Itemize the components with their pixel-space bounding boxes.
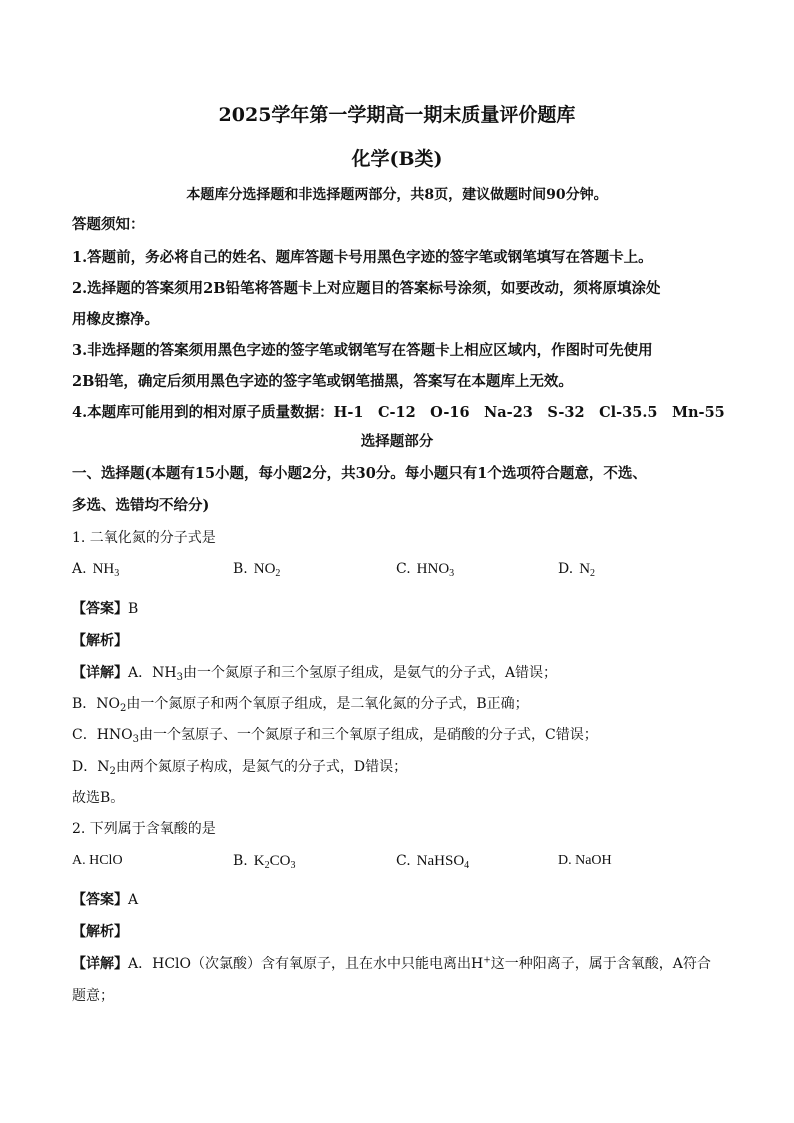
q2-stem: 2. 下列属于含氧酸的是 [72,821,216,837]
section-heading-a: 一、选择题(本题有15小题，每小题2分，共30分。每小题只有1个选项符合题意，不选、 [72,465,647,482]
q2-option-d: D. NaOH [558,853,612,868]
q1-option-b: B. $NO_2$ [233,561,281,579]
q1-detail-d: D．$N_2$由两个氮原子构成，是氮气的分子式，D错误； [72,759,408,777]
q2-answer: 【答案】A [72,892,139,908]
exam-subtitle: 化学(B类) [351,148,443,170]
q1-stem: 1. 二氧化氮的分子式是 [72,530,216,546]
q2-detail-a: 【详解】A．HClO（次氯酸）含有氧原子，且在水中只能电离出H+这一种阳离子，属于含氧酸，A符合 [72,955,711,972]
exam-intro: 本题库分选择题和非选择题两部分，共8页，建议做题时间90分钟。 [186,187,608,203]
q1-answer: 【答案】B [72,601,139,617]
q2-detail-a-cont: 题意； [72,988,114,1004]
q1-detail-a: 【详解】A．$NH_3$由一个氮原子和三个氢原子组成，是氨气的分子式，A错误； [72,665,558,683]
notice-item-4: 4.本题库可能用到的相对原子质量数据：H-1 C-12 O-16 Na-23 S-32 Cl-35.5 Mn-55 [72,404,725,421]
q2-option-c: C. NaHSO$_4$ [396,853,470,871]
notice-item-2b: 用橡皮擦净。 [72,311,159,328]
exam-title: 2025学年第一学期高一期末质量评价题库 [218,104,576,126]
notice-item-3a: 3.非选择题的答案须用黑色字迹的签字笔或钢笔写在答题卡上相应区域内，作图时可先使用 [72,342,653,359]
notice-item-2a: 2.选择题的答案须用2B铅笔将答题卡上对应题目的答案标号涂须，如要改动，须将原填涂处 [72,280,661,297]
q2-option-a: A. HClO [72,853,123,868]
notice-item-3b: 2B铅笔，确定后须用黑色字迹的签字笔或钢笔描黑，答案写在本题库上无效。 [72,373,573,390]
q2-option-b: B. $K_2CO_3$ [233,853,296,871]
section-name: 选择题部分 [360,433,434,450]
section-heading-b: 多选、选错均不给分) [72,497,210,514]
q1-detail-c: C．$HNO_3$由一个氢原子、一个氮原子和三个氧原子组成，是硝酸的分子式，C错误； [72,727,598,745]
notice-item-1: 1.答题前，务必将自己的姓名、题库答题卡号用黑色字迹的签字笔或钢笔填写在答题卡上。 [72,249,653,266]
q1-detail-b: B．$NO_2$由一个氮原子和两个氧原子组成，是二氧化氮的分子式，B正确； [72,696,529,714]
q1-option-a: A. $NH_3$ [72,561,120,579]
q1-option-c: C. $HNO_3$ [396,561,455,579]
q2-analysis-tag: 【解析】 [72,924,128,940]
notice-heading: 答题须知： [72,216,145,233]
q1-analysis-tag: 【解析】 [72,633,128,649]
q1-conclusion: 故选B。 [72,790,125,806]
q1-option-d: D. $N_2$ [558,561,596,579]
